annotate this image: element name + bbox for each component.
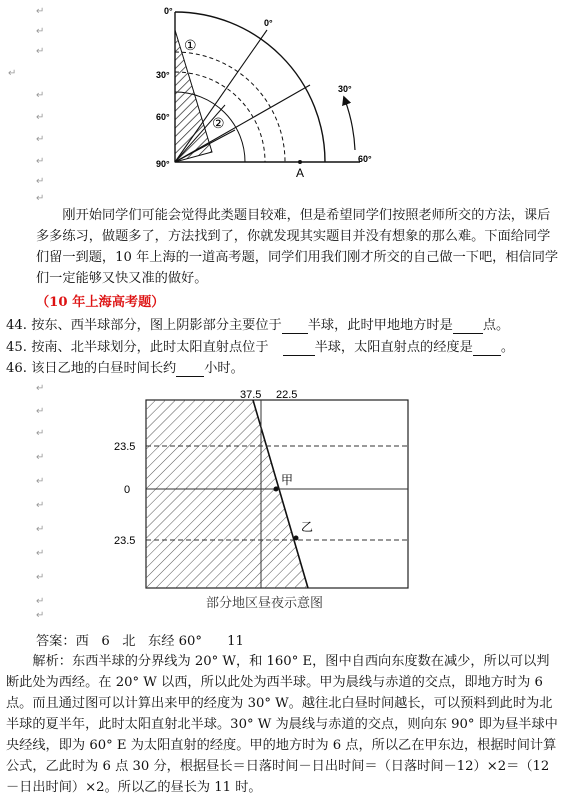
paragraph-mark: ↵ bbox=[36, 6, 45, 17]
paragraph-mark: ↵ bbox=[36, 610, 45, 621]
blank bbox=[283, 340, 315, 356]
polar-diagram bbox=[150, 0, 390, 180]
paragraph-mark: ↵ bbox=[36, 500, 45, 511]
paragraph-mark: ↵ bbox=[36, 134, 45, 145]
label-60-right: 60° bbox=[358, 154, 372, 164]
label-60-left: 60° bbox=[156, 112, 170, 122]
label-30-left: 30° bbox=[156, 70, 170, 80]
paragraph-mark: ↵ bbox=[36, 524, 45, 535]
question-45: 45. 按南、北半球划分，此时太阳直射点位于 半球，太阳直射点的经度是 。 bbox=[6, 340, 514, 355]
day-night-diagram bbox=[108, 388, 418, 616]
label-jia: 甲 bbox=[281, 473, 294, 487]
blank bbox=[176, 361, 204, 377]
label-0-right: 0° bbox=[264, 18, 273, 28]
paragraph-mark: ↵ bbox=[36, 112, 45, 123]
circle-2: ② bbox=[212, 115, 225, 131]
answer-line: 答案：西 6 北 东经 60° 11 bbox=[36, 634, 244, 649]
paragraph-mark: ↵ bbox=[36, 156, 45, 167]
paragraph-mark: ↵ bbox=[36, 452, 45, 463]
paragraph-mark: ↵ bbox=[36, 193, 45, 204]
label-yi: 乙 bbox=[301, 520, 314, 534]
top-label: 37.5 bbox=[240, 389, 262, 401]
paragraph-mark: ↵ bbox=[36, 46, 45, 57]
label-90: 90° bbox=[156, 159, 170, 169]
point-jia bbox=[274, 487, 279, 492]
paragraph-mark: ↵ bbox=[8, 68, 17, 79]
paragraph-mark: ↵ bbox=[36, 596, 45, 607]
y-label: 0 bbox=[124, 484, 131, 496]
point-a bbox=[298, 160, 302, 164]
label-30-right: 30° bbox=[338, 84, 352, 94]
label-0-left: 0° bbox=[164, 6, 173, 16]
blank bbox=[282, 318, 308, 334]
rotation-arrow bbox=[345, 100, 355, 150]
question-46: 46. 该日乙地的白昼时间长约 小时。 bbox=[6, 361, 244, 376]
paragraph-mark: ↵ bbox=[36, 406, 45, 417]
paragraph-mark: ↵ bbox=[36, 476, 45, 487]
top-label: 22.5 bbox=[276, 389, 298, 401]
blank bbox=[453, 318, 483, 334]
question-44: 44. 按东、西半球部分，图上阴影部分主要位于 半球，此时甲地地方时是 点。 bbox=[6, 318, 510, 333]
paragraph-mark: ↵ bbox=[36, 26, 45, 37]
point-yi bbox=[294, 536, 299, 541]
circle-1: ① bbox=[184, 37, 197, 53]
paragraph-mark: ↵ bbox=[36, 383, 45, 394]
paragraph-mark: ↵ bbox=[36, 428, 45, 439]
figure-caption: 部分地区昼夜示意图 bbox=[206, 595, 324, 610]
paragraph-mark: ↵ bbox=[36, 548, 45, 559]
paragraph-mark: ↵ bbox=[36, 90, 45, 101]
blank bbox=[473, 340, 501, 356]
y-label: 23.5 bbox=[114, 441, 136, 453]
y-label: 23.5 bbox=[114, 535, 136, 547]
paragraph-mark: ↵ bbox=[36, 176, 45, 187]
paragraph-mark: ↵ bbox=[36, 572, 45, 583]
analysis-paragraph: 解析：东西半球的分界线为 20° W，和 160° E，图中自西向东度数在减少，所以可以判断此处为西经。在 20° W 以西，所以此处为西半球。甲为晨线与赤道的交点，即地方时为 6 点。而且通过图可以计算出来甲的经度为 30° W。越往北白昼时间越长，可以预料到此时为北半球的夏半年，此时太阳直射北半球。30° W 为晨线与赤道的交点，则向东 90° 即为昼半球中央经线，即为 60° E 为太阳直射的经度。甲的地方时为 6 点，所以乙在甲东边，根据时间计算公式，乙此时为 6 点 30 分，根据昼长＝日落时间－日出时间＝（日落时间－12）×2＝（12－日出时间）×2。所以乙的昼长为 11 时。 bbox=[6, 654, 558, 795]
source-label: （10 年上海高考题） bbox=[36, 295, 165, 310]
intro-paragraph: 刚开始同学们可能会觉得此类题目较难，但是希望同学们按照老师所交的方法，课后多多练习，做题多了，方法找到了，你就发现其实题目并没有想象的那么难。下面给同学们留一到题，10 年上海的一道高考题，同学们用我们刚才所交的自己做一下吧，相信同学们一定能够又快又准的做好。 bbox=[36, 208, 559, 286]
label-a: A bbox=[296, 166, 305, 180]
